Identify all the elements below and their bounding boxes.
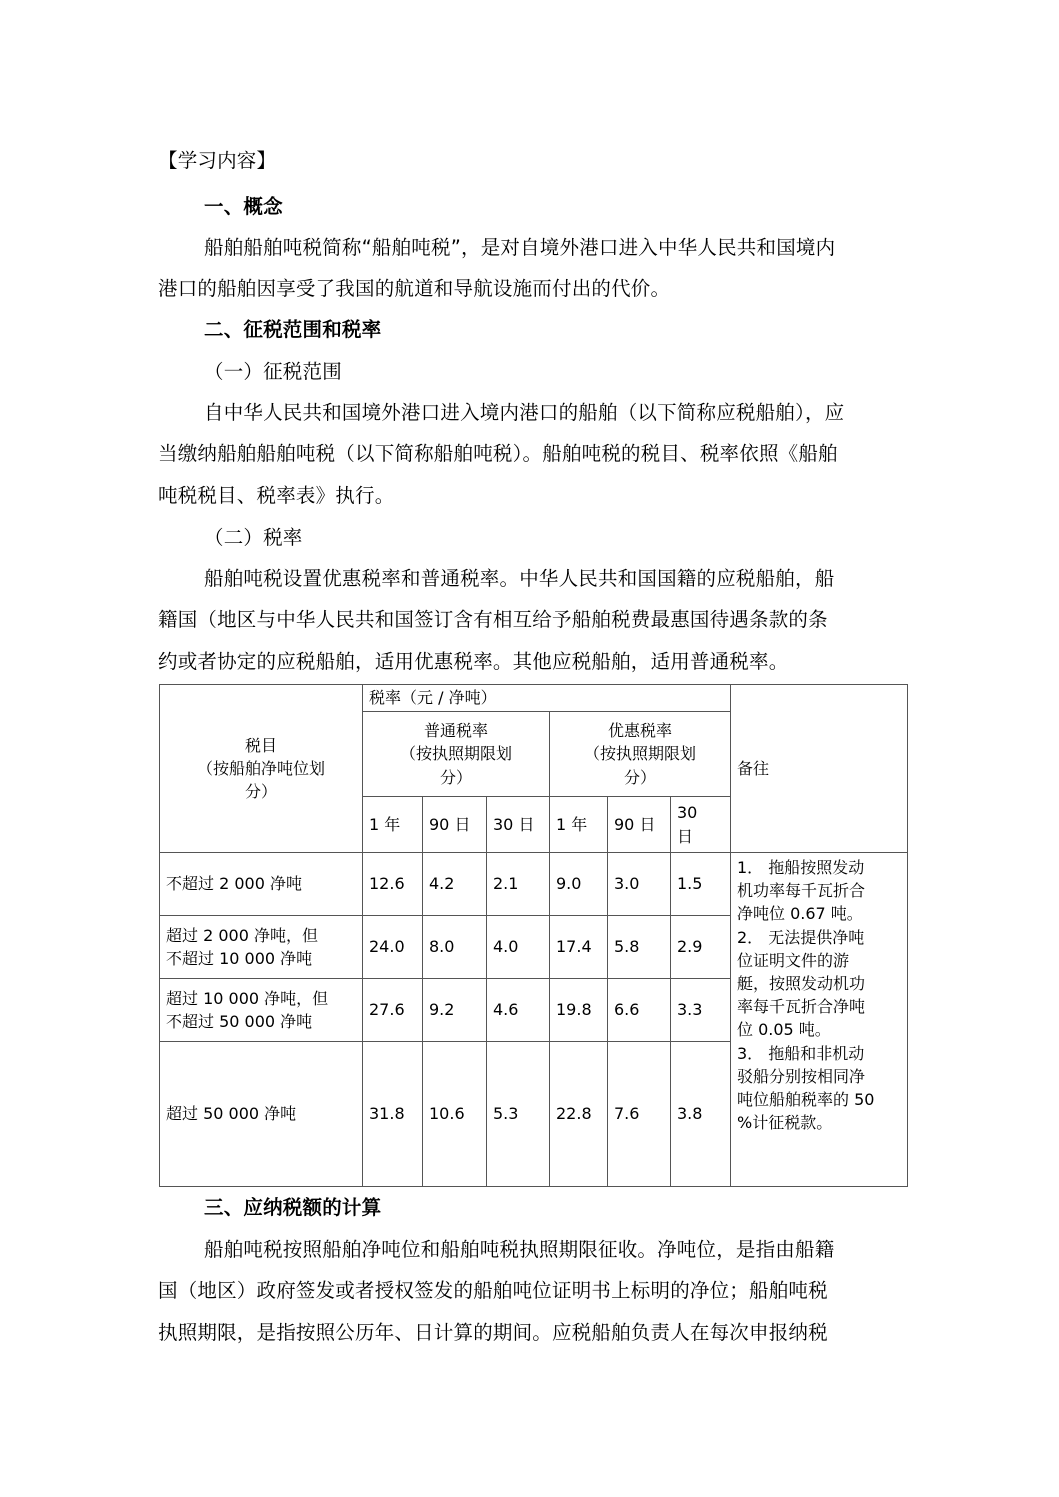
rate-unit-header: 税率（元 / 净吨） xyxy=(363,685,731,712)
rate-cell: 31.8 xyxy=(363,1042,423,1187)
rate-cell: 9.0 xyxy=(550,853,608,916)
rate-cell: 5.8 xyxy=(608,916,671,979)
remark-line: 机功率每千瓦折合 xyxy=(737,881,866,901)
rate-cell: 12.6 xyxy=(363,853,423,916)
rate-cell: 27.6 xyxy=(363,979,423,1042)
section-3-paragraph-line: 国（地区）政府签发或者授权签发的船舶吨位证明书上标明的净位；船舶吨税 xyxy=(158,1279,828,1302)
remark-header: 备往 xyxy=(731,685,908,853)
tax-item-header-line: （按船舶净吨位划 xyxy=(196,758,325,778)
tax-item-line: 超过 10 000 净吨，但 xyxy=(166,988,329,1008)
rate-cell: 9.2 xyxy=(423,979,487,1042)
section-3-paragraph-line: 船舶吨税按照船舶净吨位和船舶吨税执照期限征收。净吨位，是指由船籍 xyxy=(204,1238,835,1261)
section-1-paragraph-line: 港口的船舶因享受了我国的航道和导航设施而付出的代价。 xyxy=(158,277,671,300)
preferential-rate-header-line: 优惠税率 xyxy=(607,721,672,741)
rate-cell: 24.0 xyxy=(363,916,423,979)
rate-paragraph-line: 籍国（地区与中华人民共和国签订含有相互给予船舶税费最惠国待遇条款的条 xyxy=(158,608,828,631)
scope-paragraph-line: 当缴纳船舶船舶吨税（以下简称船舶吨税）。船舶吨税的税目、税率依照《船舶 xyxy=(158,442,838,465)
rate-cell: 19.8 xyxy=(550,979,608,1042)
remark-line: 驳船分别按相同净 xyxy=(737,1066,866,1086)
rate-cell: 5.3 xyxy=(487,1042,550,1187)
scope-paragraph-line: 吨税税目、税率表》执行。 xyxy=(158,484,395,507)
rate-cell: 4.6 xyxy=(487,979,550,1042)
tax-item-header-line: 税目 xyxy=(244,735,277,755)
rate-cell: 3.8 xyxy=(671,1042,731,1187)
tax-item-line: 不超过 10 000 净吨 xyxy=(166,949,313,968)
rate-cell: 2.9 xyxy=(671,916,731,979)
ordinary-rate-header xyxy=(363,712,550,797)
rate-cell: 6.6 xyxy=(608,979,671,1042)
remark-line: 1． 拖船按照发动 xyxy=(737,858,865,877)
tax-item-cell xyxy=(160,1042,363,1187)
period-header-line: 日 xyxy=(677,826,694,846)
remark-line: 位 0.05 吨。 xyxy=(737,1020,831,1040)
period-header-line: 30 xyxy=(677,803,698,823)
tonnage-tax-rate-table xyxy=(159,684,908,1187)
section-1-heading: 一、概念 xyxy=(204,195,283,218)
tax-item-header-line: 分） xyxy=(244,782,277,802)
ordinary-rate-header-line: （按执照期限划 xyxy=(399,744,512,764)
ordinary-rate-header-line: 分） xyxy=(439,767,472,787)
preferential-rate-header xyxy=(550,712,731,797)
rate-cell: 1.5 xyxy=(671,853,731,916)
rate-paragraph-line: 约或者协定的应税船舶，适用优惠税率。其他应税船舶，适用普通税率。 xyxy=(158,650,789,673)
rate-paragraph-line: 船舶吨税设置优惠税率和普通税率。中华人民共和国国籍的应税船舶，船 xyxy=(204,567,835,590)
period-header-preferential-90d: 90 日 xyxy=(608,797,671,853)
remark-line: 3． 拖船和非机动 xyxy=(737,1043,865,1063)
rate-cell: 10.6 xyxy=(423,1042,487,1187)
rate-cell: 8.0 xyxy=(423,916,487,979)
rate-cell: 3.0 xyxy=(608,853,671,916)
remark-line: 吨位船舶税率的 50 xyxy=(737,1090,875,1110)
period-header-ordinary-30d: 30 日 xyxy=(487,797,550,853)
section-1-paragraph-line: 船舶船舶吨税简称“船舶吨税”，是对自境外港口进入中华人民共和国境内 xyxy=(204,236,836,259)
remark-line: 2． 无法提供净吨 xyxy=(737,927,865,947)
tax-item-cell xyxy=(160,979,363,1042)
remark-cell xyxy=(731,853,908,1187)
preferential-rate-header-line: （按执照期限划 xyxy=(583,744,696,764)
rate-cell: 17.4 xyxy=(550,916,608,979)
subsection-scope-heading: （一）征税范围 xyxy=(204,360,342,383)
preferential-rate-header-line: 分） xyxy=(623,767,656,787)
tax-item-line: 不超过 2 000 净吨 xyxy=(166,874,302,894)
rate-cell: 4.0 xyxy=(487,916,550,979)
rate-cell: 22.8 xyxy=(550,1042,608,1187)
rate-cell: 7.6 xyxy=(608,1042,671,1187)
ordinary-rate-header-line: 普通税率 xyxy=(423,721,488,741)
tax-item-cell xyxy=(160,853,363,916)
rate-cell: 3.3 xyxy=(671,979,731,1042)
remark-line: %计征税款。 xyxy=(737,1113,833,1133)
study-content-label: 【学习内容】 xyxy=(158,149,277,172)
period-header-preferential-1y: 1 年 xyxy=(550,797,608,853)
table-row xyxy=(160,853,908,916)
tax-item-header xyxy=(160,685,363,853)
remark-line: 净吨位 0.67 吨。 xyxy=(737,904,863,924)
tax-item-line: 不超过 50 000 净吨 xyxy=(166,1012,313,1031)
period-header-preferential-30d xyxy=(671,797,731,853)
subsection-rate-heading: （二）税率 xyxy=(204,526,303,549)
remark-line: 艇，按照发动机功 xyxy=(737,974,866,994)
period-header-ordinary-90d: 90 日 xyxy=(423,797,487,853)
section-2-heading: 二、征税范围和税率 xyxy=(204,318,382,341)
section-3-heading: 三、应纳税额的计算 xyxy=(204,1196,382,1219)
remark-line: 率每千瓦折合净吨 xyxy=(737,997,866,1017)
section-3-paragraph-line: 执照期限，是指按照公历年、日计算的期间。应税船舶负责人在每次申报纳税 xyxy=(158,1321,828,1344)
rate-cell: 2.1 xyxy=(487,853,550,916)
period-header-ordinary-1y: 1 年 xyxy=(363,797,423,853)
remark-line: 位证明文件的游 xyxy=(737,950,850,970)
tax-item-line: 超过 2 000 净吨，但 xyxy=(166,925,318,945)
scope-paragraph-line: 自中华人民共和国境外港口进入境内港口的船舶（以下简称应税船舶），应 xyxy=(204,401,845,424)
tax-item-line: 超过 50 000 净吨 xyxy=(166,1104,297,1124)
rate-cell: 4.2 xyxy=(423,853,487,916)
tax-item-cell xyxy=(160,916,363,979)
